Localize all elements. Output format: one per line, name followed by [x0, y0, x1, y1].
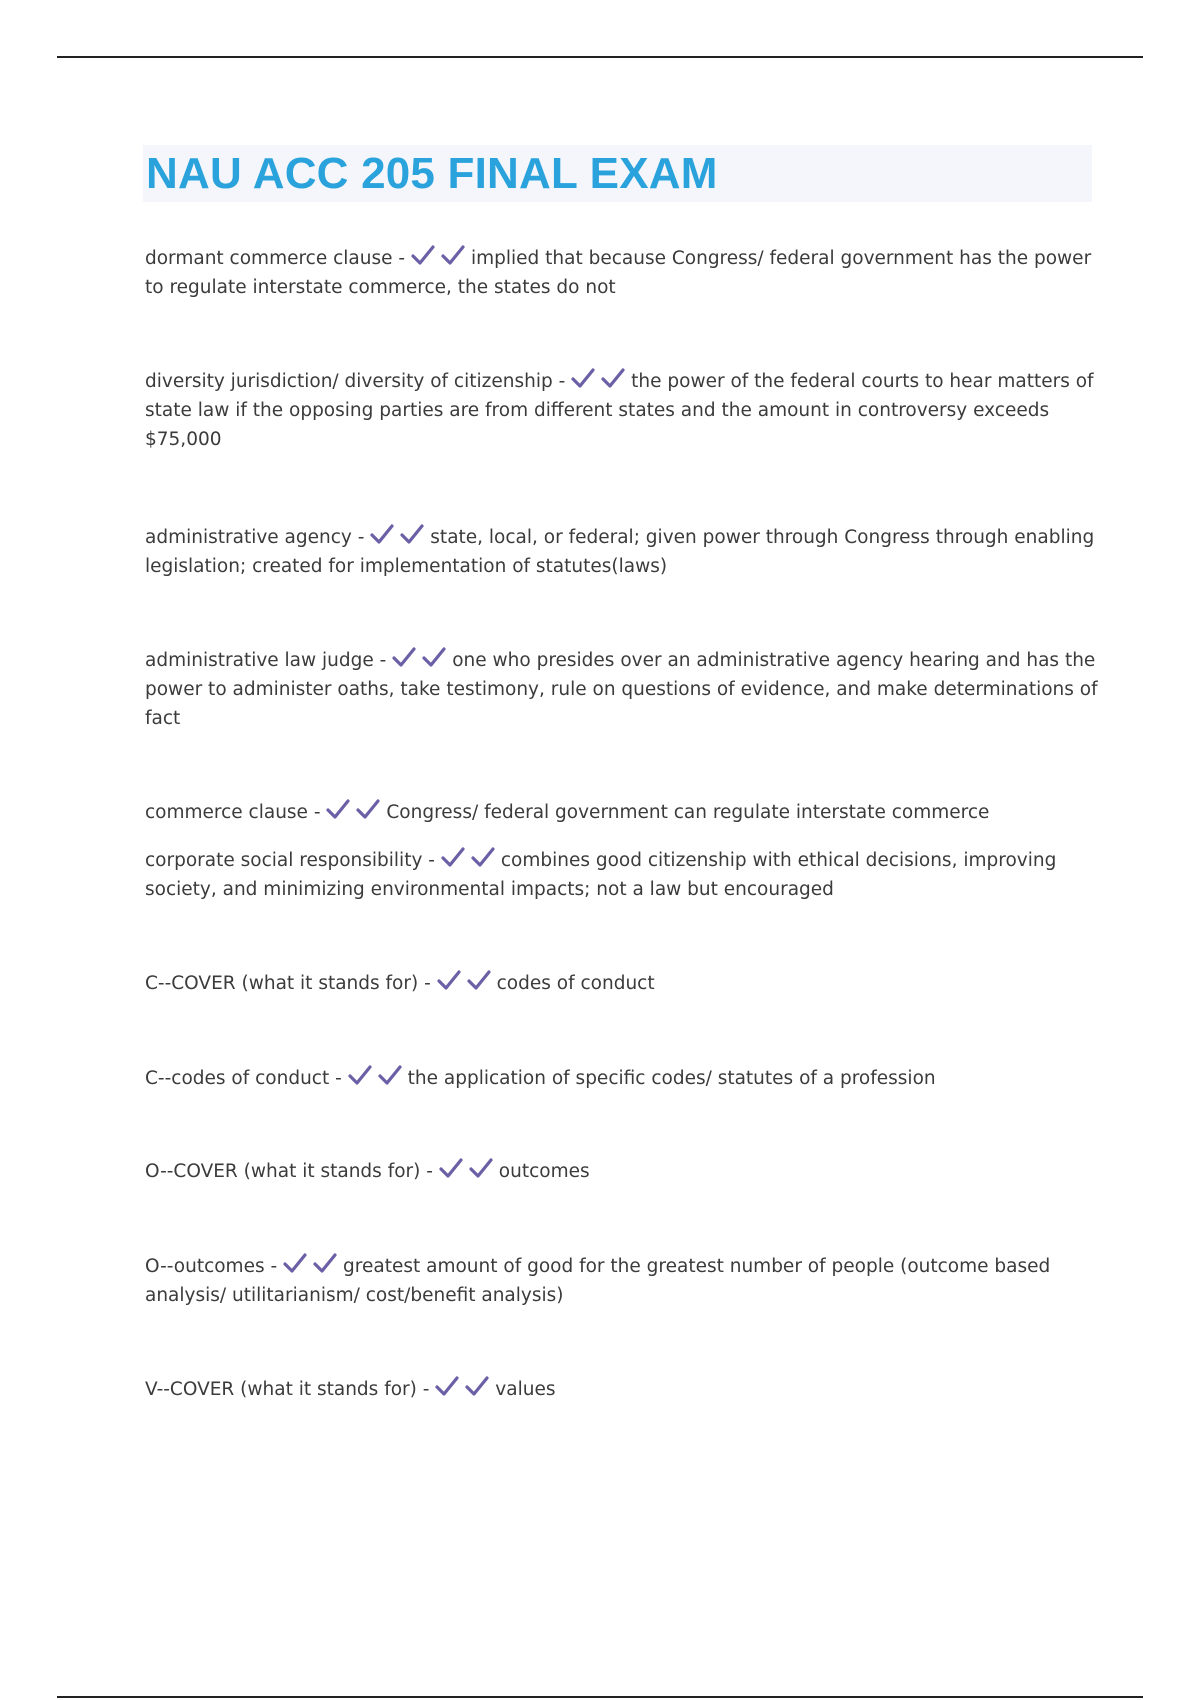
check-mark-icon	[441, 245, 465, 267]
check-mark-icon	[435, 1376, 459, 1398]
entry-definition: Congress/ federal government can regulate interstate commerce	[386, 802, 990, 823]
check-mark-icon	[601, 368, 625, 390]
page-title: NAU ACC 205 FINAL EXAM	[146, 149, 718, 198]
entry-definition: implied that because Congress/ federal government has the power to regulate interstate commerce, the states do not	[145, 248, 1092, 298]
bottom-rule	[57, 1696, 1143, 1698]
top-rule	[57, 56, 1143, 58]
check-mark-icon	[392, 647, 416, 669]
entry-definition: outcomes	[498, 1161, 590, 1182]
check-mark-icon	[378, 1065, 402, 1087]
entry: commerce clause - Congress/ federal government can regulate interstate commerce	[145, 798, 1100, 827]
entry-term: corporate social responsibility	[145, 850, 423, 871]
entry-definition: state, local, or federal; given power through Congress through enabling legislation; created for implementation of statutes(laws)	[145, 527, 1095, 577]
check-mark-icon	[471, 847, 495, 869]
entry-term: O--outcomes	[145, 1256, 265, 1277]
check-mark-icon	[437, 970, 461, 992]
check-mark-icon	[313, 1253, 337, 1275]
check-mark-icon	[441, 847, 465, 869]
check-mark-icon	[469, 1158, 493, 1180]
check-mark-icon	[283, 1253, 307, 1275]
check-mark-icon	[439, 1158, 463, 1180]
entry-term: administrative agency	[145, 527, 352, 548]
entry: O--COVER (what it stands for) - outcomes	[145, 1157, 1100, 1186]
entry: administrative agency - state, local, or federal; given power through Congress through enabling legislation; created for implementation of statutes(laws)	[145, 523, 1100, 581]
check-mark-icon	[326, 799, 350, 821]
entry-definition: values	[495, 1379, 556, 1400]
entry: V--COVER (what it stands for) - values	[145, 1375, 1100, 1404]
entry-definition: the application of specific codes/ statutes of a profession	[407, 1068, 936, 1089]
title-banner	[143, 145, 1092, 202]
entry: dormant commerce clause - implied that because Congress/ federal government has the power to regulate interstate commerce, the states do not	[145, 244, 1100, 302]
entry-term: dormant commerce clause	[145, 248, 393, 269]
check-mark-icon	[400, 524, 424, 546]
check-mark-icon	[467, 970, 491, 992]
entry-term: C--COVER (what it stands for)	[145, 973, 419, 994]
check-mark-icon	[370, 524, 394, 546]
entry-term: commerce clause	[145, 802, 308, 823]
check-mark-icon	[411, 245, 435, 267]
entry-term: administrative law judge	[145, 650, 374, 671]
check-mark-icon	[348, 1065, 372, 1087]
entry-term: O--COVER (what it stands for)	[145, 1161, 421, 1182]
check-mark-icon	[465, 1376, 489, 1398]
entry-definition: codes of conduct	[496, 973, 655, 994]
check-mark-icon	[356, 799, 380, 821]
entry: C--codes of conduct - the application of specific codes/ statutes of a profession	[145, 1064, 1100, 1093]
entry: diversity jurisdiction/ diversity of citizenship - the power of the federal courts to hear matters of state law if the opposing parties are from different states and the amount in controversy exceeds $75,000	[145, 367, 1100, 454]
check-mark-icon	[571, 368, 595, 390]
entry-definition: combines good citizenship with ethical decisions, improving society, and minimizing environmental impacts; not a law but encouraged	[145, 850, 1057, 900]
entry-definition: the power of the federal courts to hear matters of state law if the opposing parties are from different states and the amount in controversy exceeds $75,000	[145, 371, 1094, 450]
entry-definition: one who presides over an administrative agency hearing and has the power to administer oaths, take testimony, rule on questions of evidence, and make determinations of fact	[145, 650, 1098, 729]
entry: O--outcomes - greatest amount of good for the greatest number of people (outcome based analysis/ utilitarianism/ cost/benefit analysis)	[145, 1252, 1100, 1310]
entry-term: V--COVER (what it stands for)	[145, 1379, 417, 1400]
entry: administrative law judge - one who presides over an administrative agency hearing and has the power to administer oaths, take testimony, rule on questions of evidence, and make determinations of fact	[145, 646, 1100, 733]
entry-definition: greatest amount of good for the greatest number of people (outcome based analysis/ utilitarianism/ cost/benefit analysis)	[145, 1256, 1051, 1306]
entry-term: diversity jurisdiction/ diversity of citizenship	[145, 371, 553, 392]
entry: C--COVER (what it stands for) - codes of conduct	[145, 969, 1100, 998]
check-mark-icon	[422, 647, 446, 669]
entry: corporate social responsibility - combines good citizenship with ethical decisions, improving society, and minimizing environmental impacts; not a law but encouraged	[145, 846, 1100, 904]
entry-term: C--codes of conduct	[145, 1068, 330, 1089]
